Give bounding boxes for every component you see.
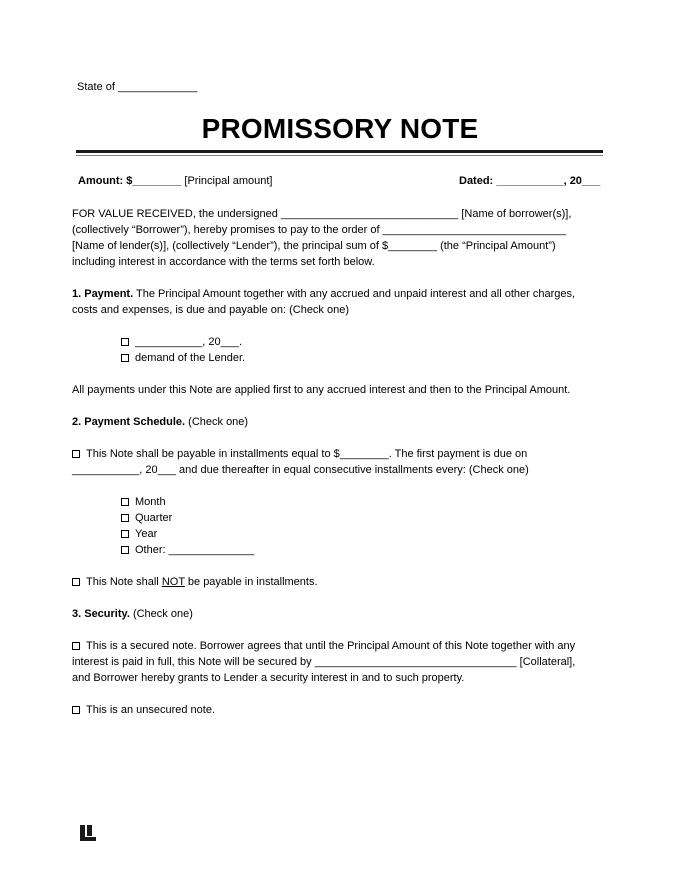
installments-text-1: This Note shall be payable in installments equal to $________. The first payment is due on	[86, 448, 528, 460]
unsecured-line	[72, 704, 215, 716]
security-heading: 3. Security.	[72, 608, 130, 620]
intro-line-1: FOR VALUE RECEIVED, the undersigned _____________________________ [Name of borrower(s)],	[72, 208, 572, 220]
payment-option-date	[121, 336, 242, 348]
frequency-option-other	[121, 544, 254, 556]
frequency-option-label: Quarter	[135, 512, 173, 524]
amount-label: Amount: $	[78, 175, 133, 187]
frequency-option-quarter	[121, 512, 172, 524]
title-rule-thin	[76, 155, 603, 156]
title-rule-thick	[76, 150, 603, 153]
payment-option-demand-label: demand of the Lender.	[135, 352, 246, 364]
intro-line-2: (collectively “Borrower”), hereby promises to pay to the order of ______________________________	[72, 224, 567, 236]
checkbox-icon[interactable]	[72, 450, 80, 458]
payment-text-1: The Principal Amount together with any accrued and unpaid interest and all other charges,	[133, 288, 576, 300]
no-installments-line	[72, 576, 318, 588]
frequency-option-label: Month	[135, 496, 166, 508]
checkbox-icon[interactable]	[72, 642, 80, 650]
secured-text-3: and Borrower hereby grants to Lender a security interest in and to such property.	[72, 672, 465, 684]
installments-text-2: ___________, 20___ and due thereafter in equal consecutive installments every: (Check one)	[72, 464, 529, 476]
secured-text-1: This is a secured note. Borrower agrees that until the Principal Amount of this Note together with any	[86, 640, 576, 652]
checkbox-icon[interactable]	[121, 546, 129, 554]
security-heading-note: (Check one)	[129, 608, 193, 620]
checkbox-icon[interactable]	[121, 514, 129, 522]
frequency-option-label: Year	[135, 528, 158, 540]
no-installments-pre: This Note shall	[86, 576, 162, 588]
checkbox-icon[interactable]	[72, 706, 80, 714]
schedule-heading-note: (Check one)	[185, 416, 249, 428]
payments-applied-text: All payments under this Note are applied first to any accrued interest and then to the Principal Amount.	[72, 384, 571, 396]
frequency-option-month	[121, 496, 166, 508]
installments-line-1	[72, 448, 527, 460]
intro-line-3: [Name of lender(s)], (collectively “Lender”), the principal sum of $________ (the “Principal Amount”)	[72, 240, 556, 252]
checkbox-icon[interactable]	[121, 338, 129, 346]
amount-line	[78, 175, 272, 187]
payment-option-date-label: ___________, 20___.	[135, 336, 243, 348]
no-installments-post: be payable in installments.	[184, 576, 318, 588]
checkbox-icon[interactable]	[72, 578, 80, 586]
amount-blank[interactable]: ________	[132, 175, 182, 187]
payment-paragraph-line-1	[72, 288, 575, 300]
checkbox-icon[interactable]	[121, 498, 129, 506]
unsecured-text: This is an unsecured note.	[86, 704, 216, 716]
secured-text-2: interest is paid in full, this Note will be secured by _________________________________ [Collateral],	[72, 656, 576, 668]
secured-line-1	[72, 640, 575, 652]
payment-text-2: costs and expenses, is due and payable on: (Check one)	[72, 304, 350, 316]
document-title: PROMISSORY NOTE	[201, 113, 479, 144]
frequency-option-label: Other: ______________	[135, 544, 255, 556]
frequency-option-year	[121, 528, 157, 540]
schedule-heading: 2. Payment Schedule.	[72, 416, 186, 428]
dated-line[interactable]: Dated: ___________, 20___	[459, 175, 601, 187]
amount-note: [Principal amount]	[184, 175, 273, 187]
checkbox-icon[interactable]	[121, 354, 129, 362]
payment-heading: 1. Payment.	[72, 288, 134, 300]
state-line: State of _____________	[77, 81, 198, 93]
no-installments-not: NOT	[161, 576, 185, 588]
checkbox-icon[interactable]	[121, 530, 129, 538]
brand-logo-icon	[80, 825, 96, 841]
security-heading-line	[72, 608, 193, 620]
payment-option-demand	[121, 352, 245, 364]
intro-line-4: including interest in accordance with the terms set forth below.	[72, 256, 375, 268]
schedule-heading-line	[72, 416, 248, 428]
